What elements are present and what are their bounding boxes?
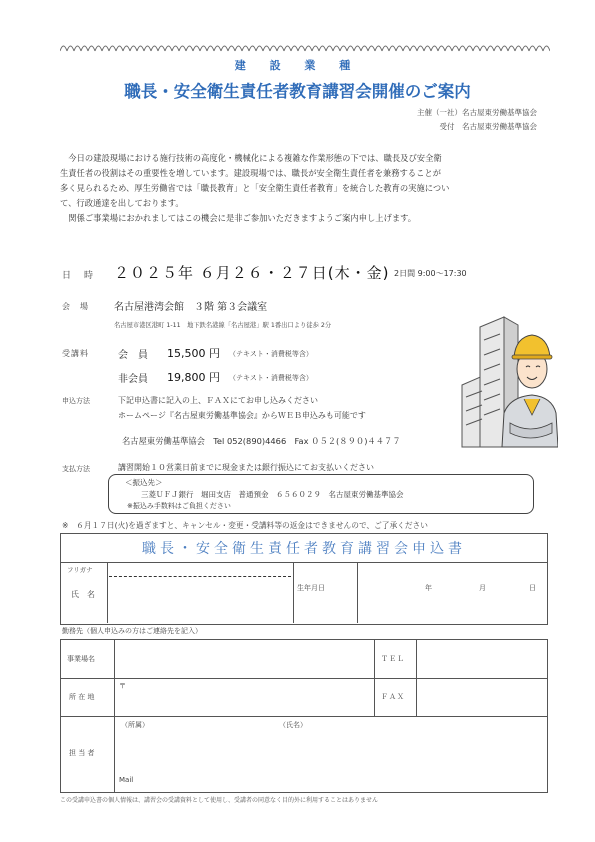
scallop-arc <box>256 46 263 51</box>
venue-label: 会 場 <box>62 302 89 311</box>
scallop-arc <box>515 46 522 51</box>
intro-line-2: 生責任者の役割はその重要性を増しています。建設現場では、職長が安全衛生責任者を兼務することが <box>60 168 441 178</box>
apply-line-2: ホームページ『名古屋東労働基準協会』からＷＥＢ申込みも可能です <box>118 411 366 420</box>
intro-line-5: 関係ご事業場におかれましてはこの機会に是非ご参加いただきますようご案内申し上げます。 <box>68 213 417 223</box>
scallop-arc <box>67 46 74 51</box>
scallop-arc <box>228 46 235 51</box>
scallop-arc <box>158 46 165 51</box>
birth-day-label: 日 <box>529 584 536 592</box>
scallop-arc <box>452 46 459 51</box>
scallop-arc <box>207 46 214 51</box>
scallop-arc <box>249 46 256 51</box>
scallop-arc <box>235 46 242 51</box>
address-input[interactable] <box>117 680 371 714</box>
mail-input[interactable] <box>141 774 541 788</box>
furigana-input[interactable] <box>109 567 293 576</box>
scallop-arc <box>95 46 102 51</box>
scallop-arc <box>417 46 424 51</box>
apply-line-1: 下記申込書に記入の上、ＦＡＸにてお申し込みください <box>118 396 318 405</box>
employer-table <box>60 639 548 793</box>
payment-label: 支払方法 <box>62 465 90 473</box>
scallop-arc <box>137 46 144 51</box>
birthdate-input[interactable] <box>361 564 543 620</box>
scallop-arc <box>305 46 312 51</box>
scallop-arc <box>214 46 221 51</box>
apply-label: 申込方法 <box>62 397 90 405</box>
scallop-arc <box>291 46 298 51</box>
scallop-arc <box>81 46 88 51</box>
reception-line: 受付 名古屋東労働基準協会 <box>439 122 537 131</box>
form-title: 職長・安全衛生責任者教育講習会申込書 <box>142 541 466 557</box>
date-label: 日 時 <box>62 271 96 281</box>
contact-person-input[interactable] <box>117 730 543 770</box>
intro-line-1: 今日の建設現場における施行技術の高度化・機械化による複雑な作業形態の下では、職長及び安全衛 <box>68 153 442 163</box>
scallop-arc <box>389 46 396 51</box>
scallop-arc <box>543 46 550 51</box>
scallop-arc <box>200 46 207 51</box>
scallop-arc <box>109 46 116 51</box>
scallop-arc <box>536 46 543 51</box>
scallop-arc <box>123 46 130 51</box>
fee-member-label: 会 員 <box>118 350 148 361</box>
scallop-arc <box>179 46 186 51</box>
scallop-border-top <box>60 42 550 52</box>
scallop-arc <box>130 46 137 51</box>
scallop-arc <box>102 46 109 51</box>
scallop-arc <box>172 46 179 51</box>
scallop-arc <box>165 46 172 51</box>
birth-label: 生年月日 <box>297 584 325 592</box>
fee-label: 受講料 <box>62 349 89 358</box>
scallop-arc <box>410 46 417 51</box>
page-title: 職長・安全衛生責任者教育講習会開催のご案内 <box>124 82 471 101</box>
scallop-arc <box>494 46 501 51</box>
scallop-arc <box>431 46 438 51</box>
mail-label: Mail <box>119 776 134 784</box>
scallop-arc <box>466 46 473 51</box>
privacy-notice: この受講申込書の個人情報は、講習会の受講資料として使用し、受講者の同意なく目的外に利用することはありません <box>60 797 379 804</box>
scallop-arc <box>368 46 375 51</box>
intro-paragraph <box>60 151 550 226</box>
scallop-arc <box>60 46 67 51</box>
transfer-fee-note: ※振込み手数料はご負担ください <box>127 502 231 510</box>
fee-nonmember-label: 非会員 <box>118 374 148 385</box>
contact-line: 名古屋東労働基準協会 Tel 052(890)4466 Fax ０５２(８９０)４４７７ <box>122 436 401 446</box>
postal-mark: 〒 <box>119 682 126 690</box>
scallop-arc <box>473 46 480 51</box>
scallop-arc <box>263 46 270 51</box>
date-duration: 2日間 9:00〜17:30 <box>394 269 467 278</box>
scallop-arc <box>74 46 81 51</box>
scallop-arc <box>424 46 431 51</box>
fax-label: ＦＡＸ <box>381 693 405 701</box>
name-label: 氏 名 <box>71 590 95 599</box>
helmet-icon <box>514 335 550 357</box>
birth-year-label: 年 <box>425 584 432 592</box>
scallop-arc <box>445 46 452 51</box>
company-input[interactable] <box>117 642 371 676</box>
address-label: 所 在 地 <box>69 693 95 701</box>
scallop-arc <box>522 46 529 51</box>
contact-person-label: 担 当 者 <box>69 749 95 757</box>
scallop-arc <box>508 46 515 51</box>
fee-member-value: 15,500 円 <box>167 347 220 360</box>
employer-heading: 勤務先（個人申込みの方はご連絡先を記入） <box>62 627 202 635</box>
scallop-arc <box>354 46 361 51</box>
scallop-arc <box>333 46 340 51</box>
furigana-label: フリガナ <box>67 566 93 574</box>
scallop-arc <box>487 46 494 51</box>
scallop-arc <box>186 46 193 51</box>
scallop-arc <box>242 46 249 51</box>
scallop-arc <box>193 46 200 51</box>
scallop-arc <box>284 46 291 51</box>
venue-address: 名古屋市港区港町 1-11 地下鉄名港線「名古屋港」駅 1番出口より徒歩 2分 <box>114 322 332 329</box>
scallop-arc <box>375 46 382 51</box>
transfer-title: ＜振込先＞ <box>125 478 163 487</box>
scallop-arc <box>319 46 326 51</box>
scallop-arc <box>312 46 319 51</box>
company-label: 事業場名 <box>67 655 95 663</box>
date-value: ２０２５年 ６月２６・２７日(木・金) <box>114 264 390 282</box>
scallop-arc <box>116 46 123 51</box>
fax-input[interactable] <box>419 680 543 714</box>
scallop-arc <box>151 46 158 51</box>
tel-input[interactable] <box>419 642 543 676</box>
transfer-box <box>108 474 534 514</box>
cancel-notice: ※ ６月１７日(火)を過ぎますと、キャンセル・変更・受講料等の返金はできませんので、ご了承ください <box>62 521 428 530</box>
fee-nonmember-value: 19,800 円 <box>167 371 220 384</box>
birth-month-label: 月 <box>479 584 486 592</box>
scallop-arc <box>459 46 466 51</box>
application-form <box>60 533 548 625</box>
intro-line-4: て、行政通達を出しております。 <box>60 198 184 208</box>
venue-value: 名古屋港湾会館 ３階 第３会議室 <box>114 302 268 313</box>
scallop-arc <box>221 46 228 51</box>
construction-worker-illustration <box>440 315 558 450</box>
scallop-arc <box>340 46 347 51</box>
tel-label: ＴＥＬ <box>381 655 405 663</box>
intro-line-3: 多く見られるため、厚生労働省では「職長教育」と「安全衛生責任者教育」を統合した教育の実施につい <box>60 183 450 193</box>
scallop-arc <box>88 46 95 51</box>
scallop-arc <box>277 46 284 51</box>
person-name-label: （氏名） <box>279 721 307 729</box>
scallop-arc <box>480 46 487 51</box>
fee-nonmember-note: （テキスト・消費税等含） <box>229 374 313 382</box>
scallop-arc <box>326 46 333 51</box>
payment-text: 講習開始１０営業日前までに現金または銀行振込にてお支払いください <box>118 463 374 472</box>
scallop-arc <box>501 46 508 51</box>
scallop-arc <box>144 46 151 51</box>
scallop-arc <box>438 46 445 51</box>
scallop-arc <box>396 46 403 51</box>
transfer-bank: 三菱ＵＦＪ銀行 堀田支店 普通預金 ６５６０２９ 名古屋東労働基準協会 <box>141 490 404 499</box>
fee-member-note: （テキスト・消費税等含） <box>229 350 313 358</box>
scallop-arc <box>382 46 389 51</box>
scallop-arc <box>529 46 536 51</box>
scallop-arc <box>361 46 368 51</box>
organizer-line: 主催（一社）名古屋東労働基準協会 <box>417 108 537 117</box>
scallop-arc <box>403 46 410 51</box>
dept-label: （所属） <box>121 721 149 729</box>
name-input[interactable] <box>109 578 291 622</box>
scallop-arc <box>347 46 354 51</box>
scallop-arc <box>298 46 305 51</box>
category-heading: 建 設 業 種 <box>234 59 361 72</box>
scallop-arc <box>270 46 277 51</box>
